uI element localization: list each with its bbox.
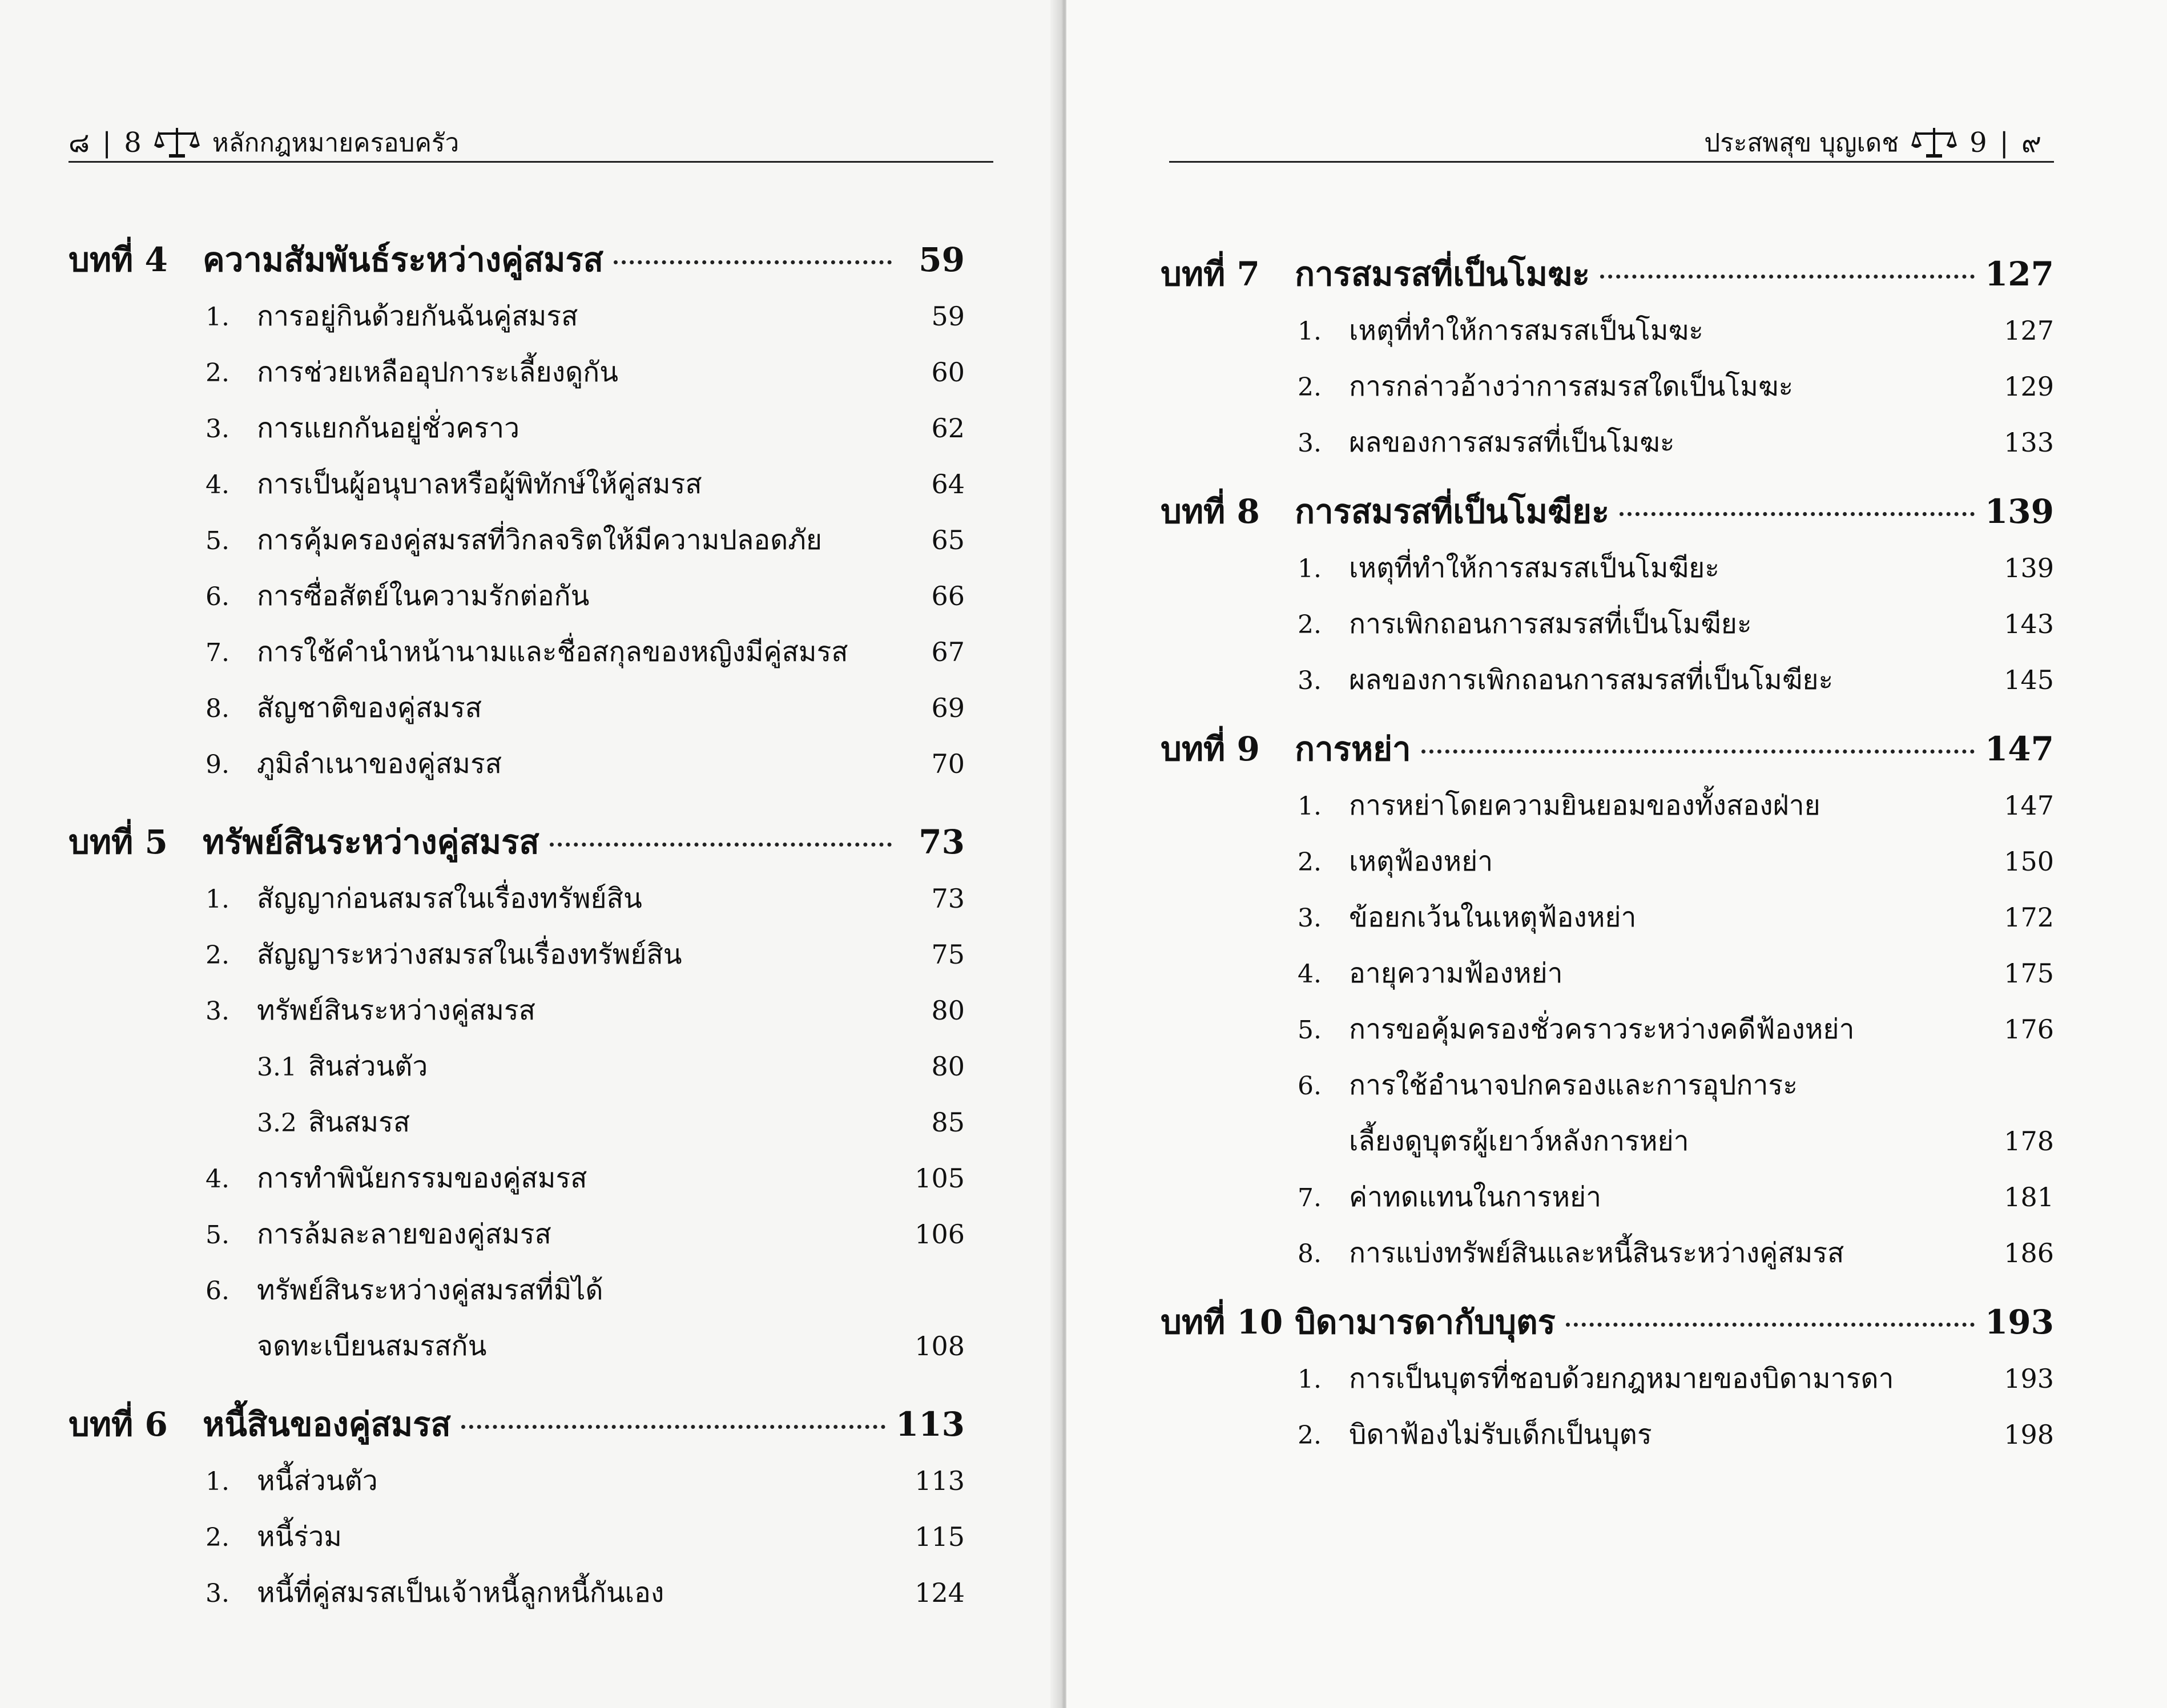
toc-item[interactable] (69, 736, 965, 792)
toc-item[interactable] (1161, 945, 2054, 1001)
toc-item[interactable] (69, 1206, 965, 1262)
item-title: สัญญาระหว่างสมรสในเรื่องทรัพย์สิน (257, 938, 682, 970)
book-title: หลักกฎหมายครอบครัว (212, 128, 460, 158)
chapter-label: บทที่ 5 (69, 823, 168, 861)
item-title: การเพิกถอนการสมรสที่เป็นโมฆียะ (1349, 608, 1752, 640)
item-title: การซื่อสัตย์ในความรักต่อกัน (257, 580, 590, 612)
toc-item[interactable] (69, 344, 965, 400)
item-page: 127 (2004, 315, 2054, 346)
table-of-contents-right (1161, 245, 2054, 1463)
item-title: เลี้ยงดูบุตรผู้เยาว์หลังการหย่า (1349, 1125, 1689, 1157)
item-title: สัญญาก่อนสมรสในเรื่องทรัพย์สิน (257, 883, 642, 915)
toc-item[interactable] (69, 871, 965, 926)
toc-item[interactable] (69, 400, 965, 456)
right-page (1066, 0, 2167, 1708)
item-page: 108 (915, 1331, 965, 1361)
scales-of-justice-icon (1911, 126, 1957, 160)
item-title: การอยู่กินด้วยกันฉันคู่สมรส (257, 300, 578, 332)
toc-item[interactable] (69, 288, 965, 344)
chapter-title: การสมรสที่เป็นโมฆะ (1295, 255, 1590, 293)
item-page: 80 (931, 995, 965, 1026)
item-title: การช่วยเหลืออุปการะเลี้ยงดูกัน (257, 356, 619, 388)
item-title: การแยกกันอยู่ชั่วคราว (257, 412, 520, 444)
toc-item[interactable] (69, 1509, 965, 1565)
item-number: 2. (1298, 373, 1322, 402)
chapter-heading[interactable] (69, 1396, 965, 1453)
item-page: 150 (2004, 846, 2054, 877)
item-page: 133 (2004, 427, 2054, 458)
chapter-heading[interactable] (1161, 483, 2054, 540)
item-title: สินส่วนตัว (308, 1050, 428, 1082)
item-title: ค่าทดแทนในการหย่า (1349, 1181, 1602, 1213)
toc-item[interactable] (1161, 1001, 2054, 1057)
item-title: ผลของการเพิกถอนการสมรสที่เป็นโมฆียะ (1349, 664, 1834, 696)
item-page: 176 (2004, 1014, 2054, 1045)
chapter-title: บิดามารดากับบุตร (1295, 1303, 1556, 1342)
item-title: หนี้ส่วนตัว (257, 1465, 378, 1497)
toc-item[interactable] (69, 1262, 965, 1318)
item-page: 186 (2004, 1238, 2054, 1268)
chapter-title: ความสัมพันธ์ระหว่างคู่สมรส (203, 240, 604, 279)
item-page: 70 (931, 748, 965, 779)
item-title: การใช้อำนาจปกครองและการอุปการะ (1349, 1069, 1798, 1101)
item-title: หนี้ร่วม (257, 1521, 342, 1553)
item-title: จดทะเบียนสมรสกัน (257, 1330, 487, 1362)
item-page: 113 (915, 1465, 965, 1496)
item-page: 139 (2004, 553, 2054, 583)
item-number: 2. (1298, 1421, 1322, 1450)
toc-item-continuation[interactable] (69, 1318, 965, 1374)
toc-item[interactable] (1161, 778, 2054, 833)
toc-item-continuation[interactable] (1161, 1113, 2054, 1169)
item-title: การล้มละลายของคู่สมรส (257, 1218, 551, 1250)
dot-leader (550, 843, 892, 847)
item-page: 172 (2004, 902, 2054, 933)
item-number: 6. (206, 582, 229, 611)
item-page: 69 (931, 692, 965, 723)
toc-item[interactable] (69, 512, 965, 568)
page-number-thai: ๙ (2021, 127, 2041, 159)
item-page: 181 (2004, 1182, 2054, 1212)
toc-item[interactable] (1161, 1169, 2054, 1225)
item-number: 3. (206, 1579, 229, 1608)
chapter-heading[interactable] (1161, 720, 2054, 778)
toc-item[interactable] (1161, 1407, 2054, 1463)
item-number: 1. (1298, 1365, 1322, 1394)
chapter-page: 113 (895, 1405, 965, 1444)
toc-item[interactable] (1161, 833, 2054, 889)
page-number: 8 (124, 127, 142, 159)
item-title: การขอคุ้มครองชั่วคราวระหว่างคดีฟ้องหย่า (1349, 1013, 1855, 1045)
dot-leader (461, 1425, 885, 1429)
item-title: ทรัพย์สินระหว่างคู่สมรสที่มิได้ (257, 1274, 603, 1306)
item-number: 3.2 (257, 1109, 297, 1138)
chapter-title: การหย่า (1295, 730, 1411, 768)
toc-item[interactable] (1161, 540, 2054, 596)
chapter-page: 73 (919, 823, 965, 861)
toc-item[interactable] (1161, 596, 2054, 652)
item-number: 1. (1298, 792, 1322, 821)
item-title: เหตุฟ้องหย่า (1349, 845, 1493, 877)
item-title: เหตุที่ทำให้การสมรสเป็นโมฆียะ (1349, 552, 1719, 584)
toc-item[interactable] (1161, 414, 2054, 470)
chapter-heading[interactable] (69, 813, 965, 871)
item-title: การเป็นผู้อนุบาลหรือผู้พิทักษ์ให้คู่สมรส (257, 468, 702, 500)
item-number: 2. (206, 1523, 229, 1552)
toc-item[interactable] (69, 680, 965, 736)
page-number: 9 (1969, 127, 1987, 159)
header-rule (69, 161, 993, 163)
toc-item[interactable] (1161, 652, 2054, 708)
item-number: 4. (1298, 960, 1322, 989)
item-title: การคุ้มครองคู่สมรสที่วิกลจริตให้มีความปลอดภัย (257, 524, 822, 556)
item-number: 2. (1298, 848, 1322, 877)
item-title: การเป็นบุตรที่ชอบด้วยกฎหมายของบิดามารดา (1349, 1363, 1894, 1395)
item-number: 7. (206, 638, 229, 667)
dot-leader (1600, 275, 1975, 279)
toc-subitem[interactable] (69, 1038, 965, 1094)
item-title: การใช้คำนำหน้านามและชื่อสกุลของหญิงมีคู่สมรส (257, 636, 848, 668)
item-page: 106 (915, 1219, 965, 1250)
item-title: การกล่าวอ้างว่าการสมรสใดเป็นโมฆะ (1349, 370, 1794, 402)
item-page: 67 (931, 637, 965, 667)
item-title: ภูมิลำเนาของคู่สมรส (257, 748, 502, 780)
item-number: 9. (206, 750, 229, 779)
chapter-page: 147 (1984, 730, 2054, 768)
dot-leader (1620, 512, 1975, 516)
item-number: 3. (1298, 429, 1322, 458)
item-number: 2. (206, 358, 229, 388)
item-number: 1. (1298, 317, 1322, 346)
chapter-page: 139 (1984, 492, 2054, 531)
toc-item[interactable] (69, 982, 965, 1038)
chapter-label: บทที่ 8 (1161, 492, 1260, 531)
dot-leader (1421, 750, 1975, 754)
item-number: 4. (206, 470, 229, 499)
item-number: 3. (206, 997, 229, 1026)
chapter-page: 59 (919, 240, 965, 279)
item-title: ผลของการสมรสที่เป็นโมฆะ (1349, 426, 1675, 458)
toc-item[interactable] (1161, 1351, 2054, 1407)
dot-leader (614, 260, 892, 264)
item-number: 4. (206, 1165, 229, 1194)
item-page: 124 (915, 1577, 965, 1608)
scales-of-justice-icon (154, 126, 200, 160)
chapter-label: บทที่ 9 (1161, 730, 1260, 768)
toc-item[interactable] (1161, 303, 2054, 358)
toc-item[interactable] (1161, 358, 2054, 414)
item-title: การแบ่งทรัพย์สินและหนี้สินระหว่างคู่สมรส (1349, 1237, 1844, 1269)
item-title: ทรัพย์สินระหว่างคู่สมรส (257, 994, 535, 1026)
toc-item[interactable] (69, 1150, 965, 1206)
item-title: อายุความฟ้องหย่า (1349, 957, 1563, 989)
item-number: 3. (1298, 904, 1322, 933)
item-title: การทำพินัยกรรมของคู่สมรส (257, 1162, 587, 1194)
item-page: 129 (2004, 371, 2054, 402)
chapter-page: 127 (1984, 255, 2054, 293)
item-page: 60 (931, 357, 965, 388)
item-page: 193 (2004, 1363, 2054, 1394)
item-number: 3. (1298, 666, 1322, 695)
item-number: 1. (1298, 554, 1322, 583)
toc-item[interactable] (69, 568, 965, 624)
chapter-page: 193 (1984, 1303, 2054, 1342)
item-page: 147 (2004, 790, 2054, 821)
item-title: ข้อยกเว้นในเหตุฟ้องหย่า (1349, 901, 1637, 933)
page-separator: | (1999, 127, 2009, 159)
item-page: 65 (931, 525, 965, 555)
page-number-thai: ๘ (69, 127, 90, 159)
item-number: 5. (206, 1220, 229, 1250)
item-page: 64 (931, 469, 965, 499)
chapter-heading[interactable] (1161, 245, 2054, 303)
item-number: 5. (1298, 1016, 1322, 1045)
toc-item[interactable] (69, 456, 965, 512)
chapter-title: ทรัพย์สินระหว่างคู่สมรส (203, 823, 539, 861)
header-rule (1169, 161, 2054, 163)
item-page: 66 (931, 581, 965, 611)
item-page: 143 (2004, 609, 2054, 639)
item-title: การหย่าโดยความยินยอมของทั้งสองฝ่าย (1349, 789, 1820, 821)
item-page: 198 (2004, 1419, 2054, 1450)
item-title: หนี้ที่คู่สมรสเป็นเจ้าหนี้ลูกหนี้กันเอง (257, 1577, 664, 1609)
chapter-label: บทที่ 4 (69, 240, 168, 279)
item-number: 8. (206, 694, 229, 723)
item-number: 2. (1298, 610, 1322, 639)
toc-item[interactable] (69, 926, 965, 982)
item-page: 145 (2004, 664, 2054, 695)
item-number: 6. (1298, 1071, 1322, 1101)
left-page (0, 0, 1062, 1708)
item-title: สัญชาติของคู่สมรส (257, 692, 482, 724)
item-page: 62 (931, 413, 965, 444)
item-number: 3. (206, 414, 229, 444)
toc-item[interactable] (69, 624, 965, 680)
item-page: 115 (915, 1521, 965, 1552)
item-page: 105 (915, 1163, 965, 1194)
chapter-label: บทที่ 6 (69, 1405, 168, 1444)
item-number: 3.1 (257, 1053, 297, 1082)
item-number: 8. (1298, 1239, 1322, 1268)
item-number: 5. (206, 526, 229, 555)
item-page: 85 (931, 1107, 965, 1138)
toc-item[interactable] (69, 1565, 965, 1621)
chapter-heading[interactable] (69, 231, 965, 288)
chapter-label: บทที่ 7 (1161, 255, 1260, 293)
item-page: 175 (2004, 958, 2054, 989)
chapter-title: การสมรสที่เป็นโมฆียะ (1295, 492, 1610, 531)
item-number: 1. (206, 1467, 229, 1496)
toc-item[interactable] (1161, 1057, 2054, 1113)
item-number: 1. (206, 885, 229, 914)
item-number: 2. (206, 941, 229, 970)
item-page: 59 (931, 301, 965, 332)
item-number: 6. (206, 1276, 229, 1306)
chapter-heading[interactable] (1161, 1294, 2054, 1351)
item-page: 75 (931, 939, 965, 970)
chapter-title: หนี้สินของคู่สมรส (203, 1405, 451, 1444)
item-number: 7. (1298, 1183, 1322, 1212)
chapter-label: บทที่ 10 (1161, 1303, 1283, 1342)
item-number: 1. (206, 303, 229, 332)
toc-subitem[interactable] (69, 1094, 965, 1150)
item-page: 73 (931, 883, 965, 914)
author-name: ประสพสุข บุญเดช (1704, 128, 1899, 158)
dot-leader (1566, 1323, 1975, 1327)
item-page: 178 (2004, 1126, 2054, 1157)
toc-item[interactable] (1161, 889, 2054, 945)
toc-item[interactable] (69, 1453, 965, 1509)
toc-item[interactable] (1161, 1225, 2054, 1281)
item-page: 80 (931, 1051, 965, 1082)
item-title: บิดาฟ้องไม่รับเด็กเป็นบุตร (1349, 1419, 1652, 1451)
page-separator: | (102, 127, 112, 159)
item-title: เหตุที่ทำให้การสมรสเป็นโมฆะ (1349, 315, 1703, 347)
table-of-contents-left (69, 231, 965, 1621)
item-title: สินสมรส (308, 1106, 410, 1138)
